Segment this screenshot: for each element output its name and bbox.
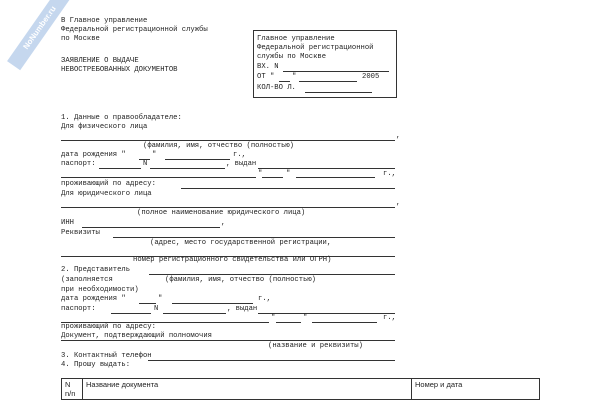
stamp-line-2: Федеральной регистрационной (257, 44, 374, 52)
rep-passport-number-field[interactable] (163, 313, 226, 314)
physical-person-label: Для физического лица (61, 123, 148, 131)
details-field[interactable] (113, 237, 395, 238)
issued-year-suffix: г., (383, 170, 396, 178)
stamp-incoming-label: ВХ. N (257, 63, 279, 71)
rep-passport-issued-label: , выдан (227, 305, 258, 313)
registration-caption: номер регистрационного свидетельства или ОГРН) (133, 256, 332, 264)
rep-issued-month-field[interactable] (312, 322, 377, 323)
passport-issued-by-field[interactable] (258, 168, 395, 169)
title-line-1: ЗАЯВЛЕНИЕ О ВЫДАЧЕ (61, 57, 139, 65)
inn-field[interactable] (82, 227, 220, 228)
stamp-count-field[interactable] (305, 92, 372, 93)
col-document-name-header: Название документа (83, 379, 412, 400)
table-header-row (62, 379, 540, 400)
addressee-line-3: по Москве (61, 35, 100, 43)
birth-quote: " (152, 151, 157, 159)
issued-day-field[interactable] (262, 177, 283, 178)
passport-issued-label: , выдан (226, 160, 257, 168)
addressee-line-2: Федеральной регистрационной службы (61, 26, 208, 34)
birth-date-label: дата рождения " (61, 151, 126, 159)
stamp-year: 2005 (362, 73, 380, 81)
address-field[interactable] (181, 188, 395, 189)
rep-address-label: проживающий по адресу: (61, 323, 156, 331)
fill-note: (заполняется (61, 276, 113, 284)
col-number-header: N n/n (62, 379, 83, 400)
address-label: проживающий по адресу: (61, 180, 156, 188)
rep-issued-quote-close: " (303, 314, 308, 322)
section-4-heading: 4. Прошу выдать: (61, 361, 131, 369)
documents-table (61, 378, 540, 400)
inn-label: ИНН (61, 219, 74, 227)
stamp-incoming-field[interactable] (283, 71, 389, 72)
rep-passport-number-sign: N (154, 305, 159, 313)
details-caption: (адрес, место государственной регистрации, (150, 239, 332, 247)
passport-label: паспорт: (61, 160, 96, 168)
rep-issued-year-suffix: г., (383, 314, 396, 322)
rep-birth-date-label: дата рождения " (61, 295, 126, 303)
section-1-heading: 1. Данные о правообладателе: (61, 114, 182, 122)
birth-year-suffix: г., (233, 151, 246, 159)
authority-doc-field[interactable] (215, 340, 395, 341)
rep-birth-quote: " (158, 295, 163, 303)
rep-birth-day-field[interactable] (139, 303, 156, 304)
legal-entity-label: Для юридического лица (61, 190, 152, 198)
phone-field[interactable] (148, 360, 395, 361)
if-needed-note: при необходимости) (61, 286, 139, 294)
rep-passport-label: паспорт: (61, 305, 96, 313)
rep-birth-year-suffix: г., (258, 295, 271, 303)
issued-quote-open: " (258, 170, 263, 178)
rep-issued-day-field[interactable] (276, 322, 301, 323)
inn-comma: , (221, 219, 226, 227)
stamp-line-3: службы по Москве (257, 53, 327, 61)
stamp-day-field[interactable] (279, 81, 290, 82)
passport-series-field[interactable] (99, 168, 141, 169)
rep-issued-quote-open: " (271, 314, 276, 322)
stamp-line-1: Главное управление (257, 35, 335, 43)
section-3-heading: 3. Контактный телефон (61, 352, 152, 360)
rep-passport-series-field[interactable] (111, 313, 151, 314)
legal-name-field[interactable] (61, 207, 395, 208)
physical-fio-field[interactable] (61, 140, 395, 141)
col-number-date-header: Номер и дата (412, 379, 540, 400)
stamp-month-field[interactable] (299, 81, 357, 82)
legal-name-caption: (полное наименование юридического лица) (137, 209, 306, 217)
watermark-banner: NoNumber.ru (7, 0, 73, 70)
comma: , (396, 132, 401, 140)
passport-number-field[interactable] (150, 168, 225, 169)
issued-quote-close: " (286, 170, 291, 178)
rep-birth-month-field[interactable] (172, 303, 253, 304)
stamp-count-label: КОЛ-ВО Л. (257, 84, 296, 92)
authority-doc-caption: (название и реквизиты) (268, 342, 363, 350)
rep-passport-issued-by-field[interactable] (258, 313, 395, 314)
representative-fio-field[interactable] (149, 274, 395, 275)
stamp-quote: " (292, 73, 297, 81)
legal-comma: , (396, 199, 401, 207)
details-label: Реквизиты (61, 229, 100, 237)
addressee-line-1: В Главное управление (61, 17, 148, 25)
authority-doc-label: Документ, подтверждающий полномочия (61, 332, 212, 340)
section-2-heading: 2. Представитель (61, 266, 131, 274)
passport-issued-by-cont-field[interactable] (61, 177, 256, 178)
issued-month-field[interactable] (296, 177, 375, 178)
stamp-from-label: ОТ " (257, 73, 275, 81)
fio-caption: (фамилия, имя, отчество (полностью) (143, 142, 294, 150)
title-line-2: НЕВОСТРЕБОВАННЫХ ДОКУМЕНТОВ (61, 66, 178, 74)
representative-fio-caption: (фамилия, имя, отчество (полностью) (165, 276, 316, 284)
birth-month-field[interactable] (165, 159, 230, 160)
passport-number-sign: N (143, 160, 148, 168)
